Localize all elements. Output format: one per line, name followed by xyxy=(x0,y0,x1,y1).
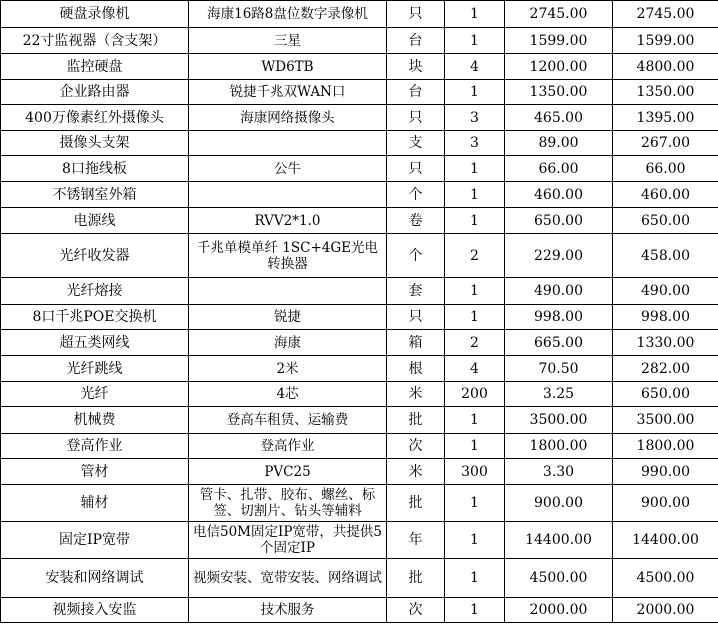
item-spec-cell: 技术服务 xyxy=(189,598,387,623)
table-row xyxy=(1,305,718,330)
item-name-cell: 辅材 xyxy=(1,485,189,522)
item-qty-cell: 2 xyxy=(445,234,505,278)
item-name-cell: 超五类网线 xyxy=(1,330,189,356)
item-qty-cell: 4 xyxy=(445,54,505,80)
item-name-cell: 8口拖线板 xyxy=(1,156,189,182)
item-unit-price-cell: 1350.00 xyxy=(505,80,613,105)
item-unit-cell: 米 xyxy=(387,382,445,407)
item-total-cell: 1800.00 xyxy=(613,434,718,459)
item-name-cell: 安装和网络调试 xyxy=(1,559,189,598)
item-total-cell: 1350.00 xyxy=(613,80,718,105)
item-total-cell: 4800.00 xyxy=(613,54,718,80)
item-unit-price-cell: 465.00 xyxy=(505,105,613,131)
item-spec-cell: 海康 xyxy=(189,330,387,356)
table-row xyxy=(1,598,718,623)
item-qty-cell: 1 xyxy=(445,28,505,54)
item-unit-cell: 只 xyxy=(387,156,445,182)
item-total-cell: 900.00 xyxy=(613,485,718,522)
item-spec-cell: 海康16路8盘位数字录像机 xyxy=(189,1,387,28)
item-unit-cell: 米 xyxy=(387,459,445,485)
table-row xyxy=(1,80,718,105)
item-total-cell: 650.00 xyxy=(613,208,718,234)
item-qty-cell: 4 xyxy=(445,356,505,382)
item-unit-price-cell: 70.50 xyxy=(505,356,613,382)
item-total-cell: 1395.00 xyxy=(613,105,718,131)
item-name-cell: 光纤收发器 xyxy=(1,234,189,278)
item-spec-cell: 4芯 xyxy=(189,382,387,407)
table-row xyxy=(1,434,718,459)
item-qty-cell: 1 xyxy=(445,1,505,28)
item-qty-cell: 300 xyxy=(445,459,505,485)
item-spec-cell: 三星 xyxy=(189,28,387,54)
item-unit-cell: 个 xyxy=(387,234,445,278)
item-qty-cell: 1 xyxy=(445,559,505,598)
table-row xyxy=(1,182,718,208)
quote-table-body xyxy=(1,1,718,623)
item-unit-cell: 卷 xyxy=(387,208,445,234)
item-spec-cell: 2米 xyxy=(189,356,387,382)
item-total-cell: 1599.00 xyxy=(613,28,718,54)
item-unit-cell: 次 xyxy=(387,598,445,623)
item-total-cell: 267.00 xyxy=(613,131,718,156)
item-name-cell: 22寸监视器（含支架） xyxy=(1,28,189,54)
item-total-cell: 2745.00 xyxy=(613,1,718,28)
item-unit-cell: 次 xyxy=(387,434,445,459)
item-name-cell: 硬盘录像机 xyxy=(1,1,189,28)
item-unit-cell: 只 xyxy=(387,1,445,28)
item-spec-cell: 管卡、扎带、胶布、螺丝、标签、切割片、钻头等辅料 xyxy=(189,485,387,522)
item-spec-cell xyxy=(189,182,387,208)
item-total-cell: 460.00 xyxy=(613,182,718,208)
item-total-cell: 2000.00 xyxy=(613,598,718,623)
table-row xyxy=(1,459,718,485)
item-qty-cell: 1 xyxy=(445,182,505,208)
item-name-cell: 8口千兆POE交换机 xyxy=(1,305,189,330)
item-spec-cell: 千兆单模单纤 1SC+4GE光电转换器 xyxy=(189,234,387,278)
table-row xyxy=(1,485,718,522)
item-name-cell: 企业路由器 xyxy=(1,80,189,105)
table-row xyxy=(1,407,718,434)
item-total-cell: 282.00 xyxy=(613,356,718,382)
table-row xyxy=(1,234,718,278)
item-name-cell: 登高作业 xyxy=(1,434,189,459)
item-unit-price-cell: 490.00 xyxy=(505,278,613,305)
table-row xyxy=(1,330,718,356)
table-row xyxy=(1,559,718,598)
item-unit-price-cell: 3.25 xyxy=(505,382,613,407)
item-spec-cell: PVC25 xyxy=(189,459,387,485)
item-name-cell: 机械费 xyxy=(1,407,189,434)
item-unit-price-cell: 1800.00 xyxy=(505,434,613,459)
item-spec-cell: 海康网络摄像头 xyxy=(189,105,387,131)
item-unit-price-cell: 1200.00 xyxy=(505,54,613,80)
item-name-cell: 视频接入安监 xyxy=(1,598,189,623)
item-qty-cell: 1 xyxy=(445,485,505,522)
item-total-cell: 1330.00 xyxy=(613,330,718,356)
item-unit-price-cell: 89.00 xyxy=(505,131,613,156)
item-spec-cell: 公牛 xyxy=(189,156,387,182)
item-qty-cell: 1 xyxy=(445,407,505,434)
item-spec-cell: 登高作业 xyxy=(189,434,387,459)
item-spec-cell: RVV2*1.0 xyxy=(189,208,387,234)
item-unit-cell: 批 xyxy=(387,559,445,598)
item-spec-cell xyxy=(189,278,387,305)
item-name-cell: 电源线 xyxy=(1,208,189,234)
item-unit-price-cell: 229.00 xyxy=(505,234,613,278)
item-spec-cell: 登高车租赁、运输费 xyxy=(189,407,387,434)
item-name-cell: 不锈钢室外箱 xyxy=(1,182,189,208)
table-row xyxy=(1,208,718,234)
item-qty-cell: 3 xyxy=(445,105,505,131)
item-spec-cell: 视频安装、宽带安装、网络调试 xyxy=(189,559,387,598)
item-qty-cell: 1 xyxy=(445,522,505,559)
item-name-cell: 管材 xyxy=(1,459,189,485)
item-name-cell: 光纤 xyxy=(1,382,189,407)
item-unit-cell: 根 xyxy=(387,356,445,382)
item-unit-cell: 只 xyxy=(387,105,445,131)
item-qty-cell: 1 xyxy=(445,208,505,234)
item-total-cell: 458.00 xyxy=(613,234,718,278)
item-name-cell: 监控硬盘 xyxy=(1,54,189,80)
item-unit-price-cell: 2000.00 xyxy=(505,598,613,623)
item-name-cell: 光纤跳线 xyxy=(1,356,189,382)
item-qty-cell: 2 xyxy=(445,330,505,356)
item-unit-cell: 块 xyxy=(387,54,445,80)
table-row xyxy=(1,28,718,54)
table-row xyxy=(1,382,718,407)
item-unit-cell: 台 xyxy=(387,28,445,54)
item-name-cell: 光纤熔接 xyxy=(1,278,189,305)
item-unit-cell: 套 xyxy=(387,278,445,305)
item-spec-cell: 锐捷千兆双WAN口 xyxy=(189,80,387,105)
item-total-cell: 14400.00 xyxy=(613,522,718,559)
item-unit-price-cell: 460.00 xyxy=(505,182,613,208)
item-unit-price-cell: 14400.00 xyxy=(505,522,613,559)
item-unit-price-cell: 665.00 xyxy=(505,330,613,356)
table-row xyxy=(1,54,718,80)
item-name-cell: 固定IP宽带 xyxy=(1,522,189,559)
item-qty-cell: 1 xyxy=(445,305,505,330)
item-unit-price-cell: 998.00 xyxy=(505,305,613,330)
item-unit-cell: 支 xyxy=(387,131,445,156)
item-total-cell: 4500.00 xyxy=(613,559,718,598)
table-row xyxy=(1,278,718,305)
item-total-cell: 998.00 xyxy=(613,305,718,330)
item-unit-cell: 只 xyxy=(387,305,445,330)
item-name-cell: 摄像头支架 xyxy=(1,131,189,156)
item-qty-cell: 200 xyxy=(445,382,505,407)
item-unit-price-cell: 2745.00 xyxy=(505,1,613,28)
item-qty-cell: 1 xyxy=(445,434,505,459)
item-spec-cell xyxy=(189,131,387,156)
item-qty-cell: 3 xyxy=(445,131,505,156)
table-row xyxy=(1,356,718,382)
table-row xyxy=(1,131,718,156)
item-spec-cell: WD6TB xyxy=(189,54,387,80)
item-total-cell: 3500.00 xyxy=(613,407,718,434)
item-name-cell: 400万像素红外摄像头 xyxy=(1,105,189,131)
item-total-cell: 990.00 xyxy=(613,459,718,485)
item-unit-price-cell: 3500.00 xyxy=(505,407,613,434)
item-unit-price-cell: 650.00 xyxy=(505,208,613,234)
table-row xyxy=(1,1,718,28)
item-unit-price-cell: 66.00 xyxy=(505,156,613,182)
item-total-cell: 650.00 xyxy=(613,382,718,407)
item-unit-cell: 个 xyxy=(387,182,445,208)
item-unit-cell: 箱 xyxy=(387,330,445,356)
item-qty-cell: 1 xyxy=(445,156,505,182)
item-spec-cell: 锐捷 xyxy=(189,305,387,330)
table-row xyxy=(1,105,718,131)
item-unit-price-cell: 4500.00 xyxy=(505,559,613,598)
item-spec-cell: 电信50M固定IP宽带，共提供5个固定IP xyxy=(189,522,387,559)
item-qty-cell: 1 xyxy=(445,598,505,623)
item-unit-price-cell: 1599.00 xyxy=(505,28,613,54)
item-qty-cell: 1 xyxy=(445,80,505,105)
item-unit-cell: 批 xyxy=(387,485,445,522)
item-unit-price-cell: 900.00 xyxy=(505,485,613,522)
table-row xyxy=(1,522,718,559)
item-total-cell: 66.00 xyxy=(613,156,718,182)
item-unit-cell: 批 xyxy=(387,407,445,434)
item-qty-cell: 1 xyxy=(445,278,505,305)
item-total-cell: 490.00 xyxy=(613,278,718,305)
item-unit-price-cell: 3.30 xyxy=(505,459,613,485)
table-row xyxy=(1,156,718,182)
item-unit-cell: 年 xyxy=(387,522,445,559)
item-unit-cell: 台 xyxy=(387,80,445,105)
